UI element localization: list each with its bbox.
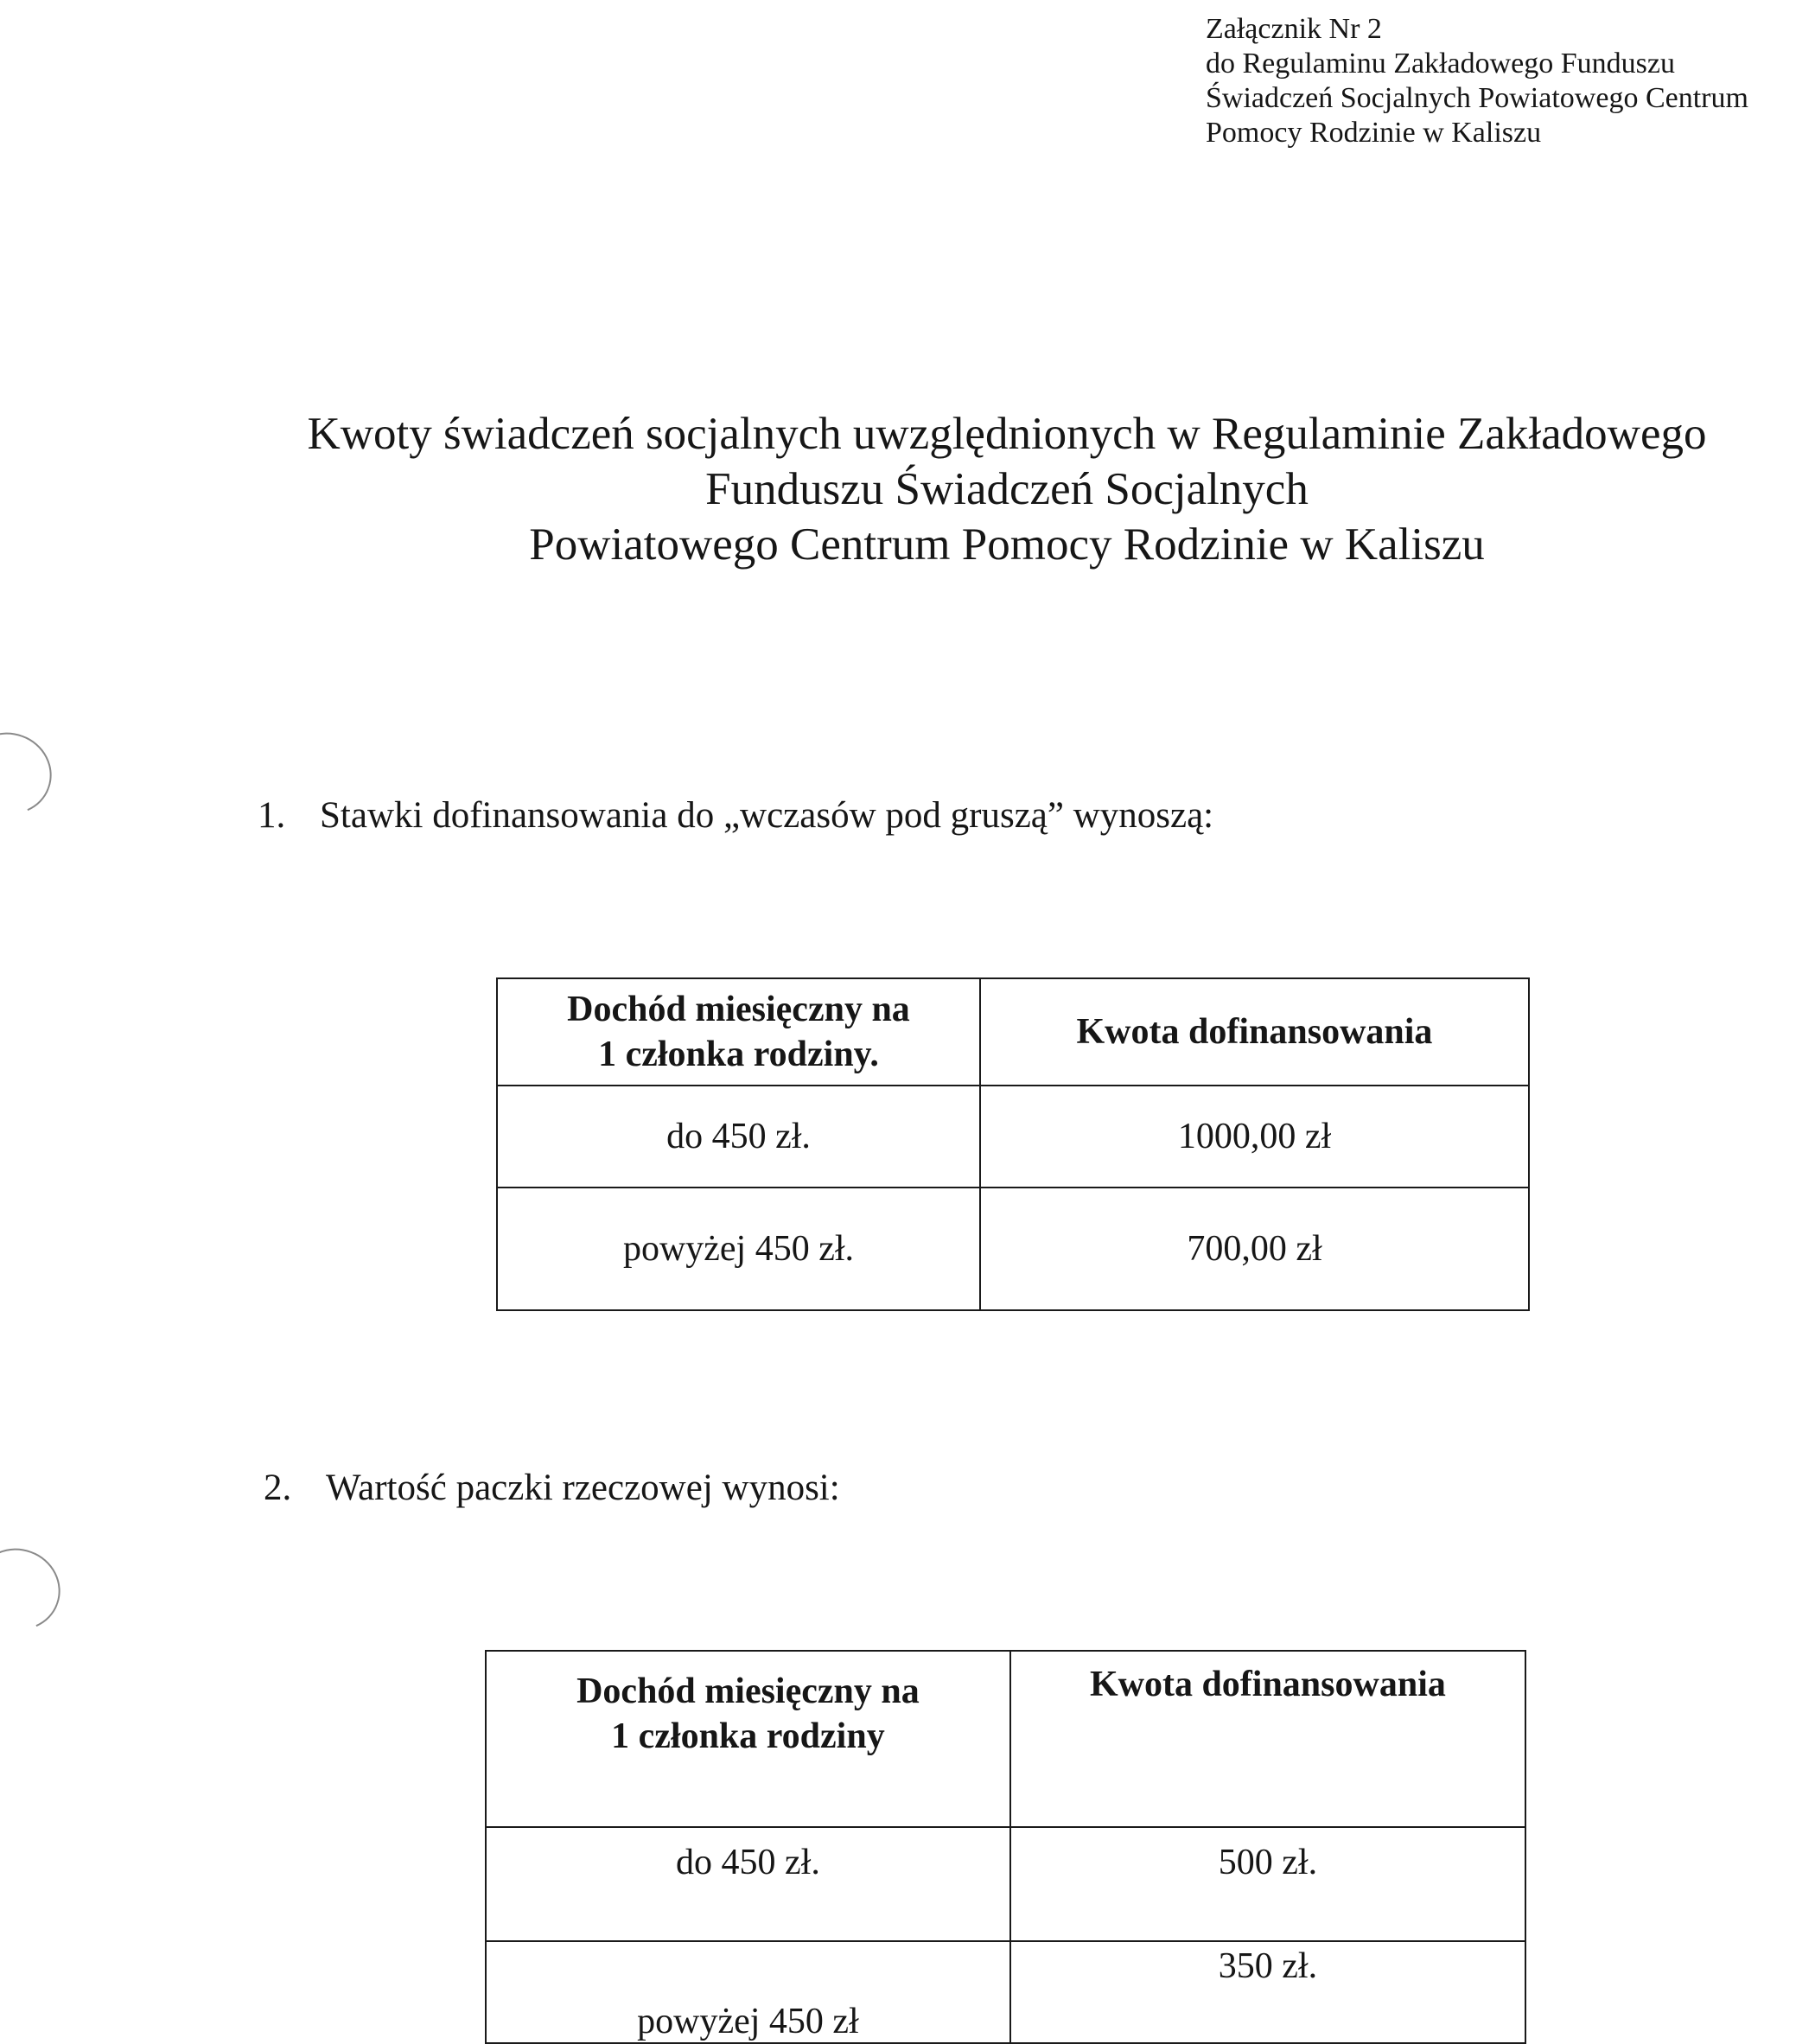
section-heading-text: Wartość paczki rzeczowej wynosi:	[326, 1468, 840, 1508]
annex-note	[1206, 12, 1748, 150]
section-2-heading	[264, 1466, 840, 1511]
table-header-row	[497, 978, 1529, 1086]
table-row	[497, 1188, 1529, 1310]
income-cell: powyżej 450 zł.	[497, 1188, 980, 1310]
header-line: 1 członka rodziny.	[598, 1035, 879, 1074]
document-title	[225, 406, 1789, 572]
section-number: 1.	[258, 795, 286, 836]
table-row	[486, 1827, 1525, 1941]
annex-line: Świadczeń Socjalnych Powiatowego Centrum	[1206, 82, 1748, 114]
header-line: Kwota dofinansowania	[1089, 1665, 1446, 1704]
gift-package-table	[485, 1650, 1526, 2044]
amount-cell: 1000,00 zł	[980, 1086, 1529, 1188]
section-number: 2.	[264, 1468, 292, 1508]
header-line: Dochód miesięczny na	[576, 1671, 920, 1711]
table-row	[497, 1086, 1529, 1188]
header-income	[486, 1651, 1010, 1827]
title-heading	[225, 406, 1789, 572]
table-header-row	[486, 1651, 1525, 1827]
header-line: Kwota dofinansowania	[1076, 1012, 1433, 1052]
annex-line: Pomocy Rodzinie w Kaliszu	[1206, 117, 1542, 149]
punch-hole-mark	[0, 1537, 72, 1643]
header-line: 1 członka rodziny	[611, 1716, 885, 1756]
amount-cell: 500 zł.	[1010, 1827, 1525, 1941]
annex-line: Załącznik Nr 2	[1206, 13, 1382, 45]
title-line: Powiatowego Centrum Pomocy Rodzinie w Kaliszu	[529, 519, 1485, 570]
section-heading-text: Stawki dofinansowania do „wczasów pod gruszą” wynoszą:	[320, 795, 1214, 836]
section-1-heading	[258, 793, 1213, 838]
header-income	[497, 978, 980, 1086]
annex-line: do Regulaminu Zakładowego Funduszu	[1206, 48, 1675, 80]
holiday-subsidy-table	[496, 977, 1530, 1311]
title-line: Kwoty świadczeń socjalnych uwzględnionych w Regulaminie Zakładowego	[307, 409, 1707, 459]
table-row	[486, 1941, 1525, 2043]
amount-cell: 350 zł.	[1010, 1941, 1525, 2043]
title-line: Funduszu Świadczeń Socjalnych	[705, 464, 1309, 514]
header-amount	[980, 978, 1529, 1086]
income-cell: do 450 zł.	[486, 1827, 1010, 1941]
income-cell: do 450 zł.	[497, 1086, 980, 1188]
punch-hole-mark	[0, 721, 63, 827]
income-cell: powyżej 450 zł	[486, 1941, 1010, 2043]
header-line: Dochód miesięczny na	[567, 990, 910, 1029]
amount-cell: 700,00 zł	[980, 1188, 1529, 1310]
header-amount	[1010, 1651, 1525, 1827]
